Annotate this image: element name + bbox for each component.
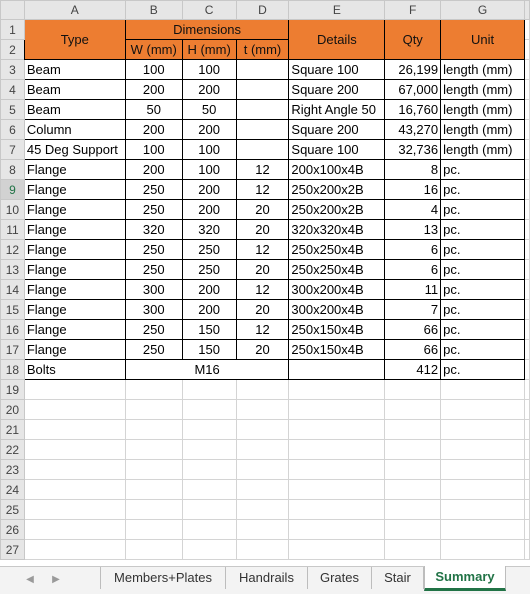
details-cell[interactable]: Right Angle 50 bbox=[289, 100, 385, 120]
details-cell[interactable]: 320x320x4B bbox=[289, 220, 385, 240]
unit-cell[interactable]: pc. bbox=[441, 340, 525, 360]
cell[interactable] bbox=[524, 500, 529, 520]
cell[interactable] bbox=[524, 300, 529, 320]
cell[interactable] bbox=[385, 440, 441, 460]
details-cell[interactable]: Square 200 bbox=[289, 80, 385, 100]
details-cell[interactable]: 250x200x2B bbox=[289, 180, 385, 200]
type-cell[interactable]: Beam bbox=[24, 60, 125, 80]
cell[interactable] bbox=[24, 520, 125, 540]
cell[interactable] bbox=[236, 500, 289, 520]
thickness-cell[interactable] bbox=[236, 140, 289, 160]
cell[interactable] bbox=[441, 380, 525, 400]
header-type-cell[interactable]: Type bbox=[24, 20, 125, 60]
qty-cell[interactable]: 7 bbox=[385, 300, 441, 320]
qty-cell[interactable]: 16 bbox=[385, 180, 441, 200]
details-cell[interactable]: 250x250x4B bbox=[289, 260, 385, 280]
width-cell[interactable]: 100 bbox=[125, 60, 182, 80]
thickness-cell[interactable]: 12 bbox=[236, 180, 289, 200]
row-number[interactable]: 2 bbox=[1, 40, 25, 60]
cell[interactable] bbox=[236, 400, 289, 420]
cell[interactable] bbox=[524, 200, 529, 220]
row-number[interactable]: 18 bbox=[1, 360, 25, 380]
cell[interactable] bbox=[182, 440, 236, 460]
column-header-e[interactable]: E bbox=[289, 1, 385, 20]
width-cell[interactable]: 250 bbox=[125, 200, 182, 220]
height-cell[interactable]: 320 bbox=[182, 220, 236, 240]
height-cell[interactable]: 200 bbox=[182, 300, 236, 320]
cell[interactable] bbox=[24, 500, 125, 520]
table-row bbox=[1, 340, 530, 360]
unit-cell[interactable]: pc. bbox=[441, 280, 525, 300]
tab-grates[interactable]: Grates bbox=[308, 567, 372, 589]
width-cell[interactable]: 200 bbox=[125, 160, 182, 180]
header-unit-cell[interactable]: Unit bbox=[441, 20, 525, 60]
unit-cell[interactable]: pc. bbox=[441, 360, 525, 380]
row-number[interactable]: 22 bbox=[1, 440, 25, 460]
table-row bbox=[1, 240, 530, 260]
cell[interactable] bbox=[524, 340, 529, 360]
cell[interactable] bbox=[182, 480, 236, 500]
cell[interactable] bbox=[24, 540, 125, 560]
thickness-cell[interactable]: 20 bbox=[236, 340, 289, 360]
cell[interactable] bbox=[182, 380, 236, 400]
cell[interactable] bbox=[441, 520, 525, 540]
column-header-h[interactable] bbox=[524, 1, 529, 20]
row-number[interactable]: 20 bbox=[1, 400, 25, 420]
cell[interactable] bbox=[289, 520, 385, 540]
scroll-tabs-right-icon[interactable]: ▶ bbox=[52, 574, 60, 585]
unit-cell[interactable]: pc. bbox=[441, 180, 525, 200]
row-number[interactable]: 17 bbox=[1, 340, 25, 360]
cell[interactable] bbox=[441, 460, 525, 480]
unit-cell[interactable]: pc. bbox=[441, 300, 525, 320]
cell[interactable] bbox=[125, 500, 182, 520]
cell[interactable] bbox=[125, 380, 182, 400]
cell[interactable] bbox=[385, 480, 441, 500]
qty-cell[interactable]: 6 bbox=[385, 240, 441, 260]
width-cell[interactable]: 250 bbox=[125, 320, 182, 340]
cell[interactable] bbox=[524, 100, 529, 120]
details-cell[interactable]: 250x200x2B bbox=[289, 200, 385, 220]
cell[interactable] bbox=[125, 540, 182, 560]
cell[interactable] bbox=[441, 420, 525, 440]
unit-cell[interactable]: length (mm) bbox=[441, 80, 525, 100]
cell[interactable] bbox=[289, 480, 385, 500]
height-cell[interactable]: 200 bbox=[182, 280, 236, 300]
cell[interactable] bbox=[182, 400, 236, 420]
type-cell[interactable]: Beam bbox=[24, 80, 125, 100]
cell[interactable] bbox=[524, 160, 529, 180]
table-row bbox=[1, 320, 530, 340]
type-cell[interactable]: Beam bbox=[24, 100, 125, 120]
height-cell[interactable]: 100 bbox=[182, 60, 236, 80]
row-number[interactable]: 10 bbox=[1, 200, 25, 220]
cell[interactable] bbox=[125, 480, 182, 500]
table-row bbox=[1, 20, 530, 40]
cell[interactable] bbox=[524, 440, 529, 460]
details-cell[interactable]: Square 100 bbox=[289, 140, 385, 160]
type-cell[interactable]: Flange bbox=[24, 260, 125, 280]
header-qty-cell[interactable]: Qty bbox=[385, 20, 441, 60]
cell[interactable] bbox=[441, 540, 525, 560]
cell[interactable] bbox=[524, 280, 529, 300]
row-number[interactable]: 11 bbox=[1, 220, 25, 240]
cell[interactable] bbox=[24, 460, 125, 480]
table-row bbox=[1, 80, 530, 100]
cell[interactable] bbox=[24, 420, 125, 440]
cell[interactable] bbox=[236, 460, 289, 480]
cell[interactable] bbox=[236, 540, 289, 560]
row-number[interactable]: 5 bbox=[1, 100, 25, 120]
row-number[interactable]: 12 bbox=[1, 240, 25, 260]
cell[interactable] bbox=[524, 80, 529, 100]
row-number[interactable]: 7 bbox=[1, 140, 25, 160]
table-row bbox=[1, 360, 530, 380]
height-cell[interactable]: 50 bbox=[182, 100, 236, 120]
cell[interactable] bbox=[182, 500, 236, 520]
type-cell[interactable]: Flange bbox=[24, 200, 125, 220]
unit-cell[interactable]: length (mm) bbox=[441, 140, 525, 160]
row-number[interactable]: 21 bbox=[1, 420, 25, 440]
cell[interactable] bbox=[289, 400, 385, 420]
cell[interactable] bbox=[385, 540, 441, 560]
row-number[interactable]: 19 bbox=[1, 380, 25, 400]
unit-cell[interactable]: length (mm) bbox=[441, 120, 525, 140]
cell[interactable] bbox=[24, 380, 125, 400]
cell[interactable] bbox=[289, 500, 385, 520]
cell[interactable] bbox=[524, 360, 529, 380]
height-cell[interactable]: 250 bbox=[182, 240, 236, 260]
cell[interactable] bbox=[125, 460, 182, 480]
header-dimensions-cell[interactable]: Dimensions bbox=[125, 20, 289, 40]
cell[interactable] bbox=[24, 400, 125, 420]
width-cell[interactable]: 250 bbox=[125, 180, 182, 200]
header-details-cell[interactable]: Details bbox=[289, 20, 385, 60]
qty-cell[interactable]: 26,199 bbox=[385, 60, 441, 80]
table-row bbox=[1, 220, 530, 240]
type-cell[interactable]: Flange bbox=[24, 340, 125, 360]
select-all-corner[interactable] bbox=[1, 1, 25, 20]
details-cell[interactable]: Square 200 bbox=[289, 120, 385, 140]
row-number[interactable]: 9 bbox=[1, 180, 25, 200]
unit-cell[interactable]: length (mm) bbox=[441, 60, 525, 80]
cell[interactable] bbox=[441, 440, 525, 460]
height-cell[interactable]: 250 bbox=[182, 260, 236, 280]
qty-cell[interactable]: 6 bbox=[385, 260, 441, 280]
table-row bbox=[1, 460, 530, 480]
qty-cell[interactable]: 8 bbox=[385, 160, 441, 180]
header-width-cell[interactable]: W (mm) bbox=[125, 40, 182, 60]
width-cell[interactable]: 50 bbox=[125, 100, 182, 120]
cell[interactable] bbox=[24, 440, 125, 460]
cell[interactable] bbox=[524, 60, 529, 80]
table-row bbox=[1, 300, 530, 320]
row-number[interactable]: 14 bbox=[1, 280, 25, 300]
column-header-g[interactable]: G bbox=[441, 1, 525, 20]
width-cell[interactable]: 300 bbox=[125, 280, 182, 300]
thickness-cell[interactable] bbox=[236, 100, 289, 120]
cell[interactable] bbox=[524, 540, 529, 560]
width-cell[interactable]: 250 bbox=[125, 260, 182, 280]
row-number[interactable]: 13 bbox=[1, 260, 25, 280]
type-cell[interactable]: Flange bbox=[24, 220, 125, 240]
height-cell[interactable]: 200 bbox=[182, 120, 236, 140]
details-cell[interactable] bbox=[289, 360, 385, 380]
cell[interactable] bbox=[289, 380, 385, 400]
cell[interactable] bbox=[441, 480, 525, 500]
type-cell[interactable]: Flange bbox=[24, 180, 125, 200]
table-row bbox=[1, 280, 530, 300]
row-number[interactable]: 26 bbox=[1, 520, 25, 540]
unit-cell[interactable]: pc. bbox=[441, 160, 525, 180]
table-row bbox=[1, 440, 530, 460]
qty-cell[interactable]: 66 bbox=[385, 340, 441, 360]
table-row bbox=[1, 260, 530, 280]
cell[interactable] bbox=[385, 380, 441, 400]
qty-cell[interactable]: 66 bbox=[385, 320, 441, 340]
table-row bbox=[1, 60, 530, 80]
cell[interactable] bbox=[182, 460, 236, 480]
details-cell[interactable]: Square 100 bbox=[289, 60, 385, 80]
qty-cell[interactable]: 412 bbox=[385, 360, 441, 380]
tab-members-plates[interactable]: Members+Plates bbox=[100, 567, 226, 589]
width-cell[interactable]: 250 bbox=[125, 240, 182, 260]
column-header-b[interactable]: B bbox=[125, 1, 182, 20]
thickness-cell[interactable]: 20 bbox=[236, 260, 289, 280]
cell[interactable] bbox=[524, 460, 529, 480]
column-header-row bbox=[1, 1, 530, 20]
height-cell[interactable]: 200 bbox=[182, 80, 236, 100]
height-cell[interactable]: 100 bbox=[182, 160, 236, 180]
thickness-cell[interactable]: 12 bbox=[236, 240, 289, 260]
cell[interactable] bbox=[524, 40, 529, 60]
bolt-size-cell[interactable]: M16 bbox=[125, 360, 289, 380]
details-cell[interactable]: 250x150x4B bbox=[289, 320, 385, 340]
cell[interactable] bbox=[385, 520, 441, 540]
unit-cell[interactable]: pc. bbox=[441, 200, 525, 220]
table-row bbox=[1, 420, 530, 440]
type-cell[interactable]: Bolts bbox=[24, 360, 125, 380]
cell[interactable] bbox=[289, 440, 385, 460]
cell[interactable] bbox=[524, 140, 529, 160]
qty-cell[interactable]: 67,000 bbox=[385, 80, 441, 100]
cell[interactable] bbox=[524, 480, 529, 500]
column-header-f[interactable]: F bbox=[385, 1, 441, 20]
unit-cell[interactable]: pc. bbox=[441, 260, 525, 280]
cell[interactable] bbox=[385, 500, 441, 520]
row-number[interactable]: 27 bbox=[1, 540, 25, 560]
row-number[interactable]: 8 bbox=[1, 160, 25, 180]
row-number[interactable]: 1 bbox=[1, 20, 25, 40]
type-cell[interactable]: Flange bbox=[24, 320, 125, 340]
thickness-cell[interactable]: 12 bbox=[236, 160, 289, 180]
row-number[interactable]: 6 bbox=[1, 120, 25, 140]
thickness-cell[interactable] bbox=[236, 60, 289, 80]
cell[interactable] bbox=[441, 500, 525, 520]
cell[interactable] bbox=[441, 400, 525, 420]
unit-cell[interactable]: pc. bbox=[441, 240, 525, 260]
qty-cell[interactable]: 16,760 bbox=[385, 100, 441, 120]
table-row bbox=[1, 140, 530, 160]
table-row bbox=[1, 500, 530, 520]
cell[interactable] bbox=[524, 240, 529, 260]
table-row bbox=[1, 160, 530, 180]
cell[interactable] bbox=[385, 400, 441, 420]
thickness-cell[interactable] bbox=[236, 80, 289, 100]
cell[interactable] bbox=[236, 520, 289, 540]
thickness-cell[interactable]: 20 bbox=[236, 200, 289, 220]
height-cell[interactable]: 100 bbox=[182, 140, 236, 160]
details-cell[interactable]: 300x200x4B bbox=[289, 300, 385, 320]
type-cell[interactable]: Flange bbox=[24, 300, 125, 320]
table-row bbox=[1, 100, 530, 120]
width-cell[interactable]: 200 bbox=[125, 80, 182, 100]
thickness-cell[interactable]: 20 bbox=[236, 300, 289, 320]
qty-cell[interactable]: 11 bbox=[385, 280, 441, 300]
cell[interactable] bbox=[125, 400, 182, 420]
row-number[interactable]: 4 bbox=[1, 80, 25, 100]
cell[interactable] bbox=[289, 540, 385, 560]
thickness-cell[interactable] bbox=[236, 120, 289, 140]
row-number[interactable]: 3 bbox=[1, 60, 25, 80]
table-row bbox=[1, 480, 530, 500]
cell[interactable] bbox=[524, 320, 529, 340]
cell[interactable] bbox=[289, 420, 385, 440]
cell[interactable] bbox=[289, 460, 385, 480]
unit-cell[interactable]: length (mm) bbox=[441, 100, 525, 120]
thickness-cell[interactable]: 12 bbox=[236, 320, 289, 340]
column-header-a[interactable]: A bbox=[24, 1, 125, 20]
cell[interactable] bbox=[524, 260, 529, 280]
header-height-cell[interactable]: H (mm) bbox=[182, 40, 236, 60]
row-number[interactable]: 16 bbox=[1, 320, 25, 340]
cell[interactable] bbox=[385, 460, 441, 480]
unit-cell[interactable]: pc. bbox=[441, 320, 525, 340]
width-cell[interactable]: 300 bbox=[125, 300, 182, 320]
cell[interactable] bbox=[236, 380, 289, 400]
column-header-d[interactable]: D bbox=[236, 1, 289, 20]
height-cell[interactable]: 200 bbox=[182, 180, 236, 200]
table-row bbox=[1, 400, 530, 420]
cell[interactable] bbox=[524, 420, 529, 440]
height-cell[interactable]: 150 bbox=[182, 340, 236, 360]
width-cell[interactable]: 320 bbox=[125, 220, 182, 240]
details-cell[interactable]: 250x250x4B bbox=[289, 240, 385, 260]
cell[interactable] bbox=[524, 380, 529, 400]
cell[interactable] bbox=[182, 520, 236, 540]
details-cell[interactable]: 250x150x4B bbox=[289, 340, 385, 360]
width-cell[interactable]: 100 bbox=[125, 140, 182, 160]
header-thickness-cell[interactable]: t (mm) bbox=[236, 40, 289, 60]
qty-cell[interactable]: 32,736 bbox=[385, 140, 441, 160]
table-row bbox=[1, 180, 530, 200]
thickness-cell[interactable]: 20 bbox=[236, 220, 289, 240]
cell[interactable] bbox=[524, 520, 529, 540]
width-cell[interactable]: 200 bbox=[125, 120, 182, 140]
table-row bbox=[1, 540, 530, 560]
cell[interactable] bbox=[125, 520, 182, 540]
cell[interactable] bbox=[524, 180, 529, 200]
cell[interactable] bbox=[524, 400, 529, 420]
type-cell[interactable]: 45 Deg Support bbox=[24, 140, 125, 160]
details-cell[interactable]: 300x200x4B bbox=[289, 280, 385, 300]
table-row bbox=[1, 520, 530, 540]
cell[interactable] bbox=[524, 220, 529, 240]
row-number[interactable]: 23 bbox=[1, 460, 25, 480]
tab-stair[interactable]: Stair bbox=[372, 567, 424, 589]
qty-cell[interactable]: 4 bbox=[385, 200, 441, 220]
thickness-cell[interactable]: 12 bbox=[236, 280, 289, 300]
column-header-c[interactable]: C bbox=[182, 1, 236, 20]
details-cell[interactable]: 200x100x4B bbox=[289, 160, 385, 180]
width-cell[interactable]: 250 bbox=[125, 340, 182, 360]
cell[interactable] bbox=[125, 440, 182, 460]
cell[interactable] bbox=[125, 420, 182, 440]
table-row bbox=[1, 380, 530, 400]
height-cell[interactable]: 200 bbox=[182, 200, 236, 220]
cell[interactable] bbox=[524, 120, 529, 140]
type-cell[interactable]: Column bbox=[24, 120, 125, 140]
type-cell[interactable]: Flange bbox=[24, 280, 125, 300]
row-number[interactable]: 25 bbox=[1, 500, 25, 520]
scroll-tabs-left-icon[interactable]: ◀ bbox=[26, 574, 34, 585]
type-cell[interactable]: Flange bbox=[24, 240, 125, 260]
tab-handrails[interactable]: Handrails bbox=[226, 567, 308, 589]
cell[interactable] bbox=[524, 20, 529, 40]
qty-cell[interactable]: 13 bbox=[385, 220, 441, 240]
unit-cell[interactable]: pc. bbox=[441, 220, 525, 240]
tab-summary[interactable]: Summary bbox=[424, 566, 506, 591]
type-cell[interactable]: Flange bbox=[24, 160, 125, 180]
cell[interactable] bbox=[24, 480, 125, 500]
cell[interactable] bbox=[182, 420, 236, 440]
qty-cell[interactable]: 43,270 bbox=[385, 120, 441, 140]
table-row bbox=[1, 120, 530, 140]
table-row bbox=[1, 200, 530, 220]
cell[interactable] bbox=[385, 420, 441, 440]
cell[interactable] bbox=[236, 420, 289, 440]
cell[interactable] bbox=[236, 440, 289, 460]
cell[interactable] bbox=[182, 540, 236, 560]
row-number[interactable]: 24 bbox=[1, 480, 25, 500]
height-cell[interactable]: 150 bbox=[182, 320, 236, 340]
sheet-tab-bar bbox=[0, 566, 530, 594]
row-number[interactable]: 15 bbox=[1, 300, 25, 320]
cell[interactable] bbox=[236, 480, 289, 500]
